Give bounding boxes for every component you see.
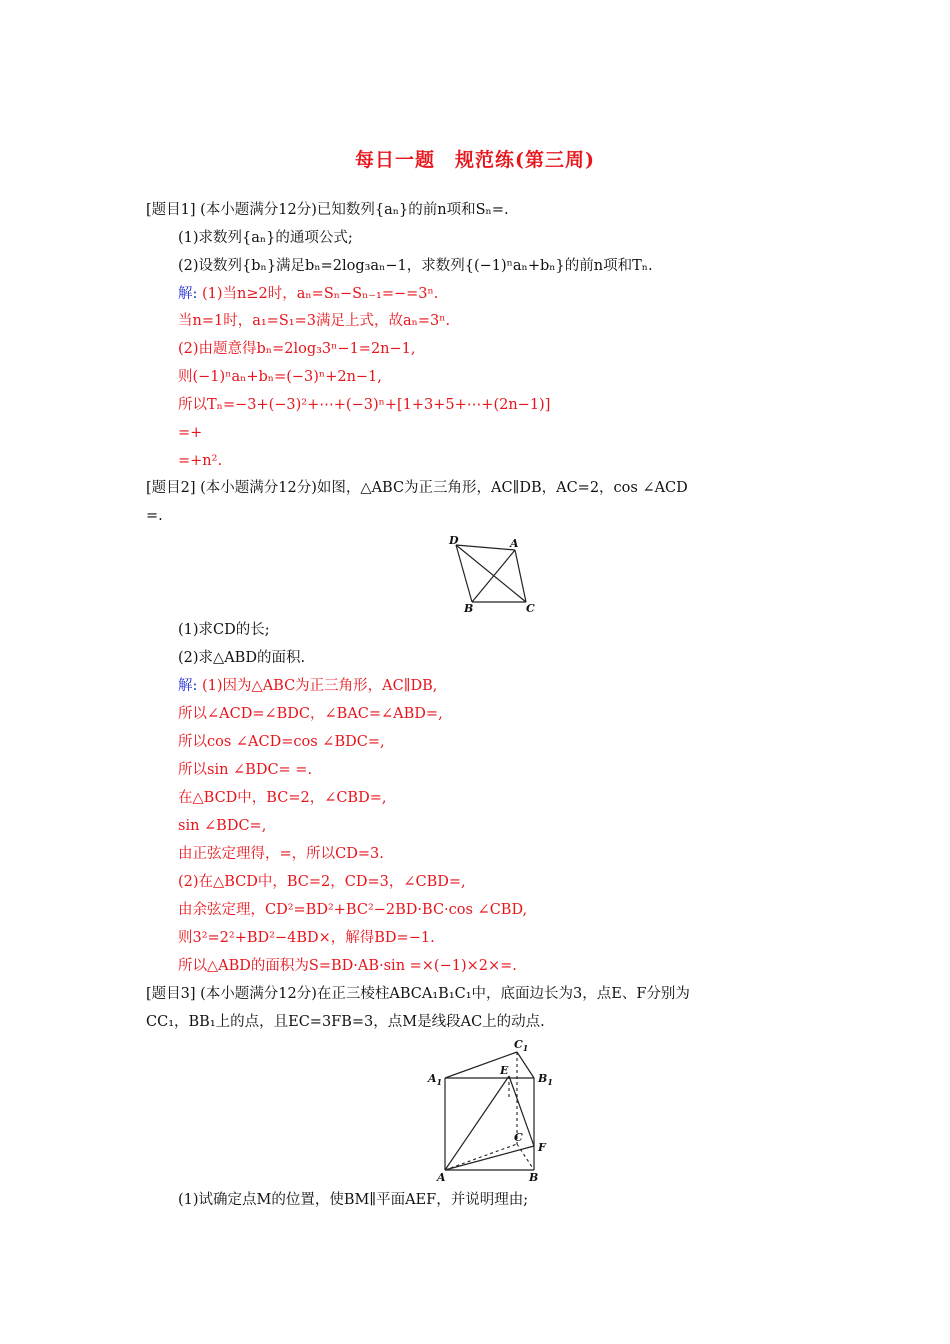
- point-label-b: B: [464, 602, 474, 614]
- problem2-solution-line: (2)在△BCD中，BC=2，CD=3，∠CBD=,: [178, 874, 466, 890]
- problem2-solution-line: 所以sin ∠BDC= =.: [178, 762, 313, 778]
- problem2-stem: [题目2] (本小题满分12分)如图，△ABC为正三角形，AC∥DB，AC=2，cos ∠ACD: [146, 480, 688, 496]
- solution-text: (1)因为△ABC为正三角形，AC∥DB,: [202, 678, 438, 694]
- problem2-solution-line: 则3²=2²+BD²−4BD×，解得BD=−1.: [178, 930, 435, 946]
- point-label-c: C: [514, 1131, 523, 1144]
- problem2-solution-line: sin ∠BDC=,: [178, 818, 267, 834]
- point-label-a1: $A_1$: [428, 1072, 443, 1087]
- page-title: 每日一题 规范练(第三周): [355, 149, 595, 171]
- problem1-solution-line: =+n².: [178, 453, 223, 469]
- problem3-stem: [题目3] (本小题满分12分)在正三棱柱ABCA₁B₁C₁中，底面边长为3，点E、F分别为: [146, 986, 690, 1002]
- problem1-solution-line: 所以Tₙ=−3+(−3)²+⋯+(−3)ⁿ+[1+3+5+⋯+(2n−1)]: [178, 397, 551, 413]
- problem2-solution-line: 所以cos ∠ACD=cos ∠BDC=,: [178, 734, 385, 750]
- prism-figure: [425, 1038, 565, 1184]
- problem2-question2: (2)求△ABD的面积.: [178, 650, 306, 666]
- problem1-solution-line: (2)由题意得bₙ=2log₃3ⁿ−1=2n−1,: [178, 341, 416, 357]
- problem1-stem: [题目1] (本小题满分12分)已知数列{aₙ}的前n项和Sₙ=.: [146, 202, 509, 218]
- point-label-c: C: [526, 602, 535, 614]
- problem2-solution-line: 由正弦定理得，=，所以CD=3.: [178, 846, 384, 862]
- solution-label: 解:: [178, 678, 198, 694]
- problem2-stem-cont: =.: [146, 508, 163, 524]
- problem3-stem-cont: CC₁，BB₁上的点，且EC=3FB=3，点M是线段AC上的动点.: [146, 1014, 545, 1030]
- segment-db: [456, 545, 472, 602]
- problem1-question1: (1)求数列{aₙ}的通项公式;: [178, 230, 353, 246]
- problem3-question1: (1)试确定点M的位置，使BM∥平面AEF，并说明理由;: [178, 1192, 529, 1208]
- segment-da: [456, 545, 515, 550]
- solution-text: (1)当n≥2时，aₙ=Sₙ−Sₙ₋₁=−=3ⁿ.: [202, 286, 439, 302]
- point-label-e: E: [500, 1064, 509, 1077]
- point-label-a: A: [510, 537, 519, 550]
- point-label-a: A: [437, 1171, 446, 1184]
- edge-c1b1: [517, 1052, 534, 1078]
- point-label-d: D: [449, 534, 459, 547]
- hidden-edge-ac: [445, 1144, 517, 1170]
- quadrilateral-figure: [440, 532, 550, 614]
- problem1-solution-line: =+: [178, 425, 203, 441]
- problem1-question2: (2)设数列{bₙ}满足bₙ=2log₃aₙ−1，求数列{(−1)ⁿaₙ+bₙ}的前n项和Tₙ.: [178, 258, 653, 274]
- problem2-solution-line: 所以△ABD的面积为S=BD·AB·sin =×(−1)×2×=.: [178, 958, 517, 974]
- point-label-f: F: [538, 1141, 546, 1154]
- problem2-solution-line: 所以∠ACD=∠BDC，∠BAC=∠ABD=,: [178, 706, 443, 722]
- point-label-b1: $B_1$: [538, 1072, 553, 1087]
- problem1-solution-line: 当n=1时，a₁=S₁=3满足上式，故aₙ=3ⁿ.: [178, 313, 451, 329]
- point-label-b: B: [529, 1171, 539, 1184]
- problem2-solution-line: 在△BCD中，BC=2，∠CBD=,: [178, 790, 387, 806]
- problem2-solution-line: 由余弦定理，CD²=BD²+BC²−2BD·BC·cos ∠CBD,: [178, 902, 528, 918]
- problem1-solution-line: [178, 284, 438, 304]
- problem1-solution-line: 则(−1)ⁿaₙ+bₙ=(−3)ⁿ+2n−1,: [178, 369, 382, 385]
- problem2-solution-line: [178, 676, 437, 696]
- solution-label: 解:: [178, 286, 198, 302]
- point-label-c1: $C_1$: [514, 1038, 529, 1053]
- problem2-question1: (1)求CD的长;: [178, 622, 270, 638]
